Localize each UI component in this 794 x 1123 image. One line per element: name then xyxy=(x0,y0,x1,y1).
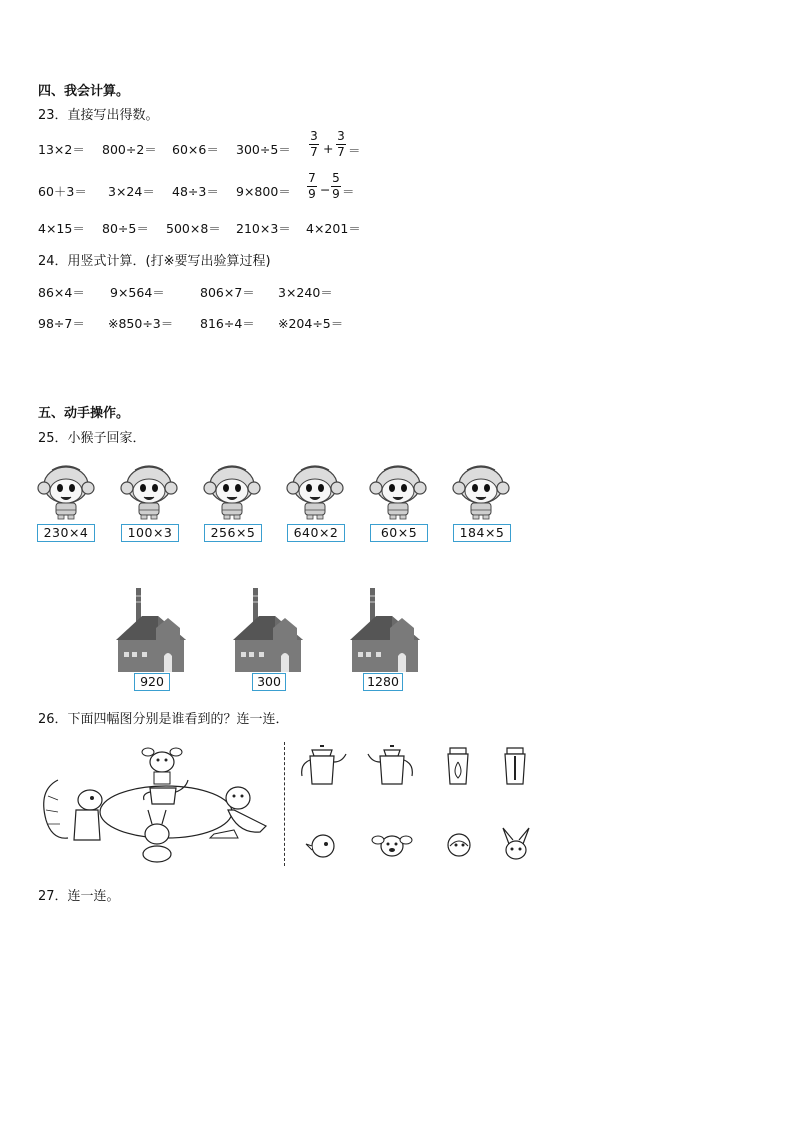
house-icon xyxy=(229,588,307,674)
q23-label: 23．直接写出得数。 xyxy=(38,108,159,123)
monkey-expression-box: 184×5 xyxy=(453,524,511,542)
calc-item: 3×24＝ xyxy=(108,184,155,199)
dashed-divider xyxy=(284,742,285,866)
fraction-3-7-b: 3 7 xyxy=(337,129,345,159)
monkey-head-icon xyxy=(442,828,476,862)
q24-label: 24．用竖式计算．(打※要写出验算过程) xyxy=(38,254,271,269)
chick-head-icon xyxy=(306,828,340,862)
teapot-view-icon xyxy=(440,742,476,790)
monkey-icon xyxy=(453,460,513,522)
calc-item: 48÷3＝ xyxy=(172,184,219,199)
monkey-expression-box: 230×4 xyxy=(37,524,95,542)
calc-item: 500×8＝ xyxy=(166,221,221,236)
calc-item: 86×4＝ xyxy=(38,285,85,300)
q25-label: 25．小猴子回家． xyxy=(38,431,146,446)
calc-item: 210×3＝ xyxy=(236,221,291,236)
calc-item: 3×240＝ xyxy=(278,285,333,300)
equals-sign: ＝ xyxy=(348,143,361,158)
calc-item: 816÷4＝ xyxy=(200,316,255,331)
calc-item: ※850÷3＝ xyxy=(108,316,174,331)
calc-item: 98÷7＝ xyxy=(38,316,85,331)
table-scene-illustration xyxy=(38,740,278,870)
house-number-box: 1280 xyxy=(363,673,403,691)
calc-item: 60×6＝ xyxy=(172,142,219,157)
plus-operator: + xyxy=(323,141,334,156)
monkey-icon xyxy=(121,460,181,522)
teapot-view-icon xyxy=(368,742,418,790)
monkey-expression-box: 100×3 xyxy=(121,524,179,542)
calc-item: ※204÷5＝ xyxy=(278,316,344,331)
fraction-5-9: 5 9 xyxy=(332,171,340,201)
teapot-view-icon xyxy=(497,742,533,790)
house-icon xyxy=(346,588,424,674)
calc-item: 4×201＝ xyxy=(306,221,361,236)
calc-item: 60＋3＝ xyxy=(38,184,87,199)
section4-title: 四、我会计算。 xyxy=(38,84,130,99)
q26-label: 26．下面四幅图分别是谁看到的？连一连． xyxy=(38,712,289,727)
house-number-box: 300 xyxy=(252,673,286,691)
calc-item: 9×564＝ xyxy=(110,285,165,300)
calc-item: 9×800＝ xyxy=(236,184,291,199)
calc-item: 4×15＝ xyxy=(38,221,85,236)
monkey-expression-box: 256×5 xyxy=(204,524,262,542)
calc-item: 80÷5＝ xyxy=(102,221,149,236)
house-icon xyxy=(112,588,190,674)
fraction-3-7-a: 3 7 xyxy=(310,129,318,159)
calc-item: 800÷2＝ xyxy=(102,142,157,157)
calc-item: 13×2＝ xyxy=(38,142,85,157)
fraction-7-9: 7 9 xyxy=(308,171,316,201)
minus-operator: − xyxy=(320,182,331,197)
calc-item: 300÷5＝ xyxy=(236,142,291,157)
house-number-box: 920 xyxy=(134,673,170,691)
equals-sign: ＝ xyxy=(342,184,355,199)
monkey-icon xyxy=(38,460,98,522)
monkey-expression-box: 60×5 xyxy=(370,524,428,542)
calc-item: 806×7＝ xyxy=(200,285,255,300)
section5-title: 五、动手操作。 xyxy=(38,406,130,421)
monkey-icon xyxy=(204,460,264,522)
q27-label: 27．连一连。 xyxy=(38,889,120,904)
teapot-view-icon xyxy=(298,742,348,790)
monkey-icon xyxy=(370,460,430,522)
monkey-icon xyxy=(287,460,347,522)
monkey-expression-box: 640×2 xyxy=(287,524,345,542)
dog-head-icon xyxy=(372,828,412,862)
rabbit-head-icon xyxy=(499,826,533,864)
